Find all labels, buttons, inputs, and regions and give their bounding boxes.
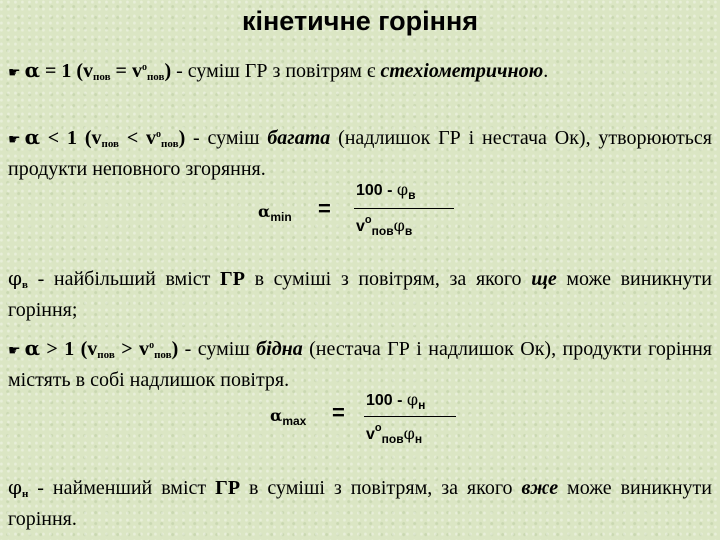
relation: = 1: [39, 60, 77, 82]
v-open: (v: [80, 338, 98, 360]
alpha-symbol: α: [258, 202, 271, 221]
sub-pov-2: пов: [161, 138, 179, 150]
equals-sign: =: [332, 400, 345, 425]
formula-numerator: [366, 390, 425, 412]
phi-symbol: φ: [406, 390, 419, 409]
paragraph-phi-n: [8, 475, 712, 532]
slide-title: кінетичне горіння: [241, 6, 479, 36]
sub-pov: пов: [97, 349, 115, 361]
formula-lhs: [258, 202, 292, 224]
alpha-symbol: α: [270, 406, 283, 425]
paragraph-phi-v: [8, 266, 712, 323]
sub-pov: пов: [101, 138, 119, 150]
sub-pov: пов: [93, 71, 111, 83]
phi-symbol: φ: [8, 266, 23, 290]
close-paren: ): [164, 60, 172, 82]
emphasis-text: бідна: [256, 338, 303, 360]
paragraph-text: - суміш: [185, 127, 268, 149]
sub-pov: пов: [381, 432, 404, 446]
paragraph-lean-mixture: [8, 333, 712, 393]
alpha-symbol: α: [24, 58, 40, 82]
phi-subscript: н: [418, 398, 426, 412]
formula-numerator: [356, 180, 416, 202]
gt-v: > v: [114, 338, 150, 360]
equals-sign: =: [318, 196, 331, 221]
v-open: (v: [76, 60, 94, 82]
paragraph-rich-mixture: [8, 122, 712, 182]
v-symbol: v: [356, 218, 365, 235]
phi-symbol: φ: [396, 180, 409, 199]
sub-pov-2: пов: [146, 71, 165, 83]
formula-alpha-min: [258, 178, 458, 248]
paragraph-text-2: в суміші з повітрям, за якого: [244, 268, 532, 290]
phi-symbol: φ: [8, 475, 23, 499]
paragraph-text-3: може виникнути горіння;: [8, 268, 713, 321]
pointing-hand-icon: ☛: [8, 132, 21, 148]
bold-text: ГР: [215, 477, 241, 499]
lhs-subscript: min: [270, 210, 292, 224]
sup-o: о: [149, 340, 155, 351]
v-open: (v: [84, 127, 102, 149]
close-paren: ): [178, 127, 186, 149]
alpha-symbol: α: [24, 125, 40, 149]
formula-denominator: [366, 422, 422, 446]
close-paren: ): [171, 338, 179, 360]
paragraph-text: - суміш ГР з повітрям є: [171, 60, 381, 82]
phi-symbol: φ: [393, 216, 405, 235]
paragraph-text: - суміш: [178, 338, 257, 360]
lhs-subscript: max: [282, 414, 307, 428]
period: .: [543, 60, 549, 82]
paragraph-text: - найбільший вміст: [27, 268, 221, 290]
paragraph-stoichiometric: [8, 55, 712, 90]
emphasis-text: стехіометричною: [380, 60, 544, 82]
paragraph-text-2: в суміші з повітрям, за якого: [240, 477, 522, 499]
formula-lhs: [270, 406, 306, 428]
fraction-bar: [354, 208, 454, 209]
phi-subscript: н: [414, 432, 423, 446]
lt-v: < v: [119, 127, 157, 149]
sup-o: о: [156, 129, 162, 140]
sup-o: о: [364, 214, 372, 226]
paragraph-text: - найменший вміст: [28, 477, 216, 499]
pointing-hand-icon: ☛: [8, 343, 21, 359]
eq-v: = v: [110, 60, 142, 82]
paragraph-text-2: (надлишок ГР і нестача Ок), утворюються продукти неповного згоряння.: [8, 127, 712, 180]
sup-o: о: [374, 422, 382, 434]
sub-pov-2: пов: [154, 349, 172, 361]
bold-text: ГР: [220, 268, 245, 290]
emphasis-text: вже: [521, 477, 559, 499]
relation: > 1: [39, 338, 81, 360]
phi-subscript: в: [22, 279, 28, 291]
fraction-bar: [364, 416, 456, 417]
numerator-text: 100 -: [356, 182, 397, 199]
paragraph-text-2: (нестача ГР і надлишок Ок), продукти горіння містять в собі надлишок повітря.: [8, 338, 712, 391]
formula-alpha-max: [270, 390, 470, 460]
formula-denominator: [356, 214, 412, 238]
phi-subscript: в: [408, 188, 416, 202]
sup-o: о: [141, 62, 147, 73]
phi-subscript: н: [22, 488, 29, 500]
phi-symbol: φ: [403, 424, 415, 443]
pointing-hand-icon: ☛: [8, 65, 21, 81]
emphasis-text: багата: [267, 127, 331, 149]
emphasis-text: ще: [531, 268, 557, 290]
numerator-text: 100 -: [366, 392, 407, 409]
v-symbol: v: [366, 426, 375, 443]
sub-pov: пов: [371, 224, 394, 238]
alpha-symbol: α: [24, 336, 40, 360]
relation: < 1: [39, 127, 85, 149]
paragraph-text-3: може виникнути горіння.: [8, 477, 713, 530]
phi-subscript: в: [404, 224, 413, 238]
